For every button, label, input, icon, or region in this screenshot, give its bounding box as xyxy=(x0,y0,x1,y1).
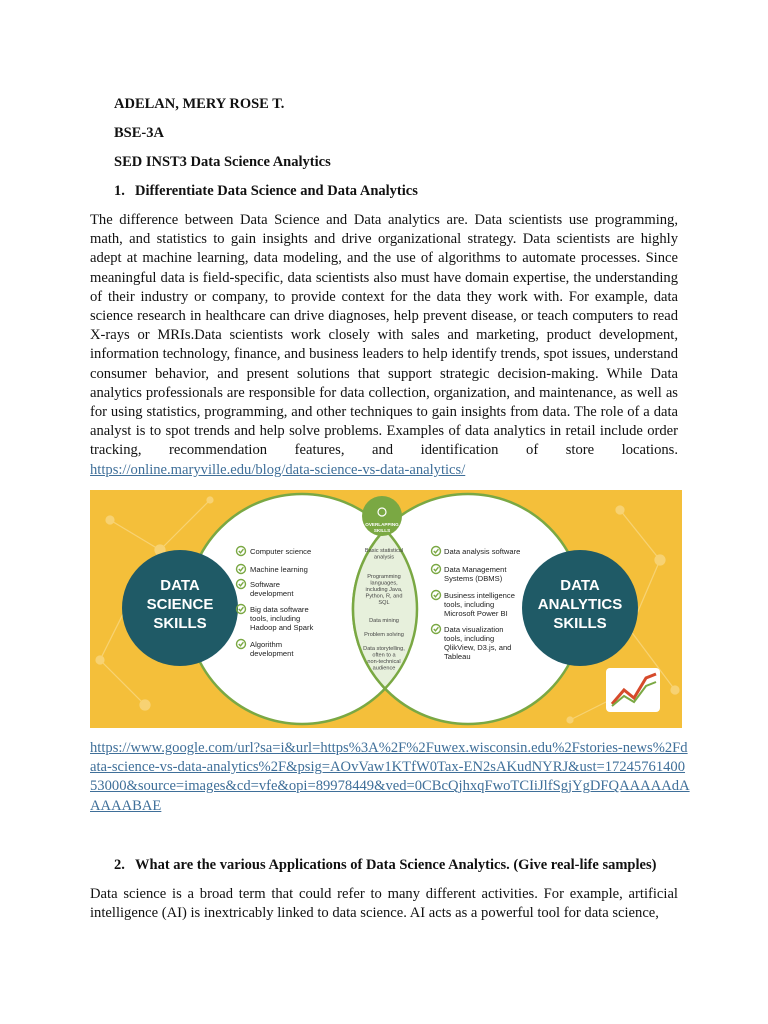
answer-1-paragraph xyxy=(90,211,678,480)
question-1-text: Differentiate Data Science and Data Analytics xyxy=(135,183,418,199)
right-skill-item-line: Business intelligence xyxy=(444,591,515,600)
left-skill-item-line: Hadoop and Spark xyxy=(250,623,314,632)
right-skill-item-line: Data Management xyxy=(444,565,507,574)
overlap-skill-item-line: Basic statistical xyxy=(364,548,404,554)
source-link-1[interactable]: https://online.maryville.edu/blog/data-science-vs-data-analytics/ xyxy=(90,461,466,478)
right-skill-item-line: Microsoft Power BI xyxy=(444,609,508,618)
right-skill-item-line: tools, including xyxy=(444,634,495,643)
overlap-skill-item-line: including Java, xyxy=(365,587,403,593)
left-skill-item-line: Algorithm xyxy=(250,640,283,649)
data-analytics-title-line: SKILLS xyxy=(553,615,607,632)
source-link-2[interactable]: https://www.google.com/url?sa=i&url=https%3A%2F%2Fuwex.wisconsin.edu%2Fstories-news%2Fdata-science-vs-data-analytics%2F&psig=AOvVaw1KTfW0Tax-EN2sAKudNYRJ&ust=1724576140053000&source=images&cd=vfe&opi=89978449&ved=0CBcQjhxqFwoTCIiJlfSgjYgDFQAAAAAdAAAAABAE xyxy=(90,740,690,814)
left-skill-item-line: Big data software xyxy=(250,605,309,614)
left-skill-item-line: development xyxy=(250,589,294,598)
venn-diagram-figure xyxy=(90,490,682,728)
course-title: SED INST3 Data Science Analytics xyxy=(114,154,331,170)
right-skill-item-line: Data visualization xyxy=(444,625,504,634)
right-skill-item-line: Data analysis software xyxy=(444,547,521,556)
left-skill-item-line: development xyxy=(250,649,294,658)
overlap-skill-item-line: Data storytelling, xyxy=(363,646,405,652)
left-skill-item-line: Machine learning xyxy=(250,565,308,574)
question-1 xyxy=(114,182,418,200)
overlap-skill-item-line: SQL xyxy=(378,600,390,606)
question-2-text: What are the various Applications of Data Science Analytics. (Give real-life samples) xyxy=(135,857,657,873)
chart-icon xyxy=(606,668,660,712)
data-science-title-line: DATA xyxy=(160,577,200,594)
question-1-number: 1. xyxy=(114,183,125,199)
overlap-skill-item-line: non-technical xyxy=(367,659,401,665)
left-skill-item-line: Software xyxy=(250,580,280,589)
answer-1-text: The difference between Data Science and Data analytics are. Data scientists use programming, math, and statistics to gain insights and drive organizational strategy. Data scientists are highly adept at machine learning, data modeling, and the use of algorithms to automate processes. Since meaningful data is field-specific, data scientists also must have domain expertise, the understanding of their industry or company, to provide context for the data they work with. For example, data science research in healthcare can drive diagnoses, help prevent disease, or teach computers to read X-rays or MRIs.Data scientists work closely with sales and marketing, product development, information technology, finance, and business leaders to help identify trends, spot issues, understand consumer behavior, and present solutions that support strategic decision-making. While Data analytics professionals are responsible for data collection, organization, and maintenance, as well as for using statistics, programming, and other techniques to gain insights from data. The role of a data analyst is to spot trends and help solve problems. Examples of data analytics in retail include order tracking, recommendation features, and identification of store locations. xyxy=(90,212,678,459)
overlap-skill-item-line: analysis xyxy=(373,554,395,561)
overlap-skill-item-line: Programming xyxy=(367,574,401,580)
overlap-skill-item-line: Python, R, and xyxy=(365,593,403,600)
data-science-title-line: SCIENCE xyxy=(146,596,214,613)
right-skill-item-line: Tableau xyxy=(444,652,471,661)
answer-2-paragraph: Data science is a broad term that could refer to many different activities. For example, artificial intelligence (AI) is inextricably linked to data science. AI acts as a powerful tool for data science, xyxy=(90,886,678,922)
data-analytics-title-line: DATA xyxy=(560,577,600,594)
left-skill-item-line: Computer science xyxy=(250,547,312,556)
overlap-skill-item-line: Data mining xyxy=(369,618,399,624)
data-analytics-title-line: ANALYTICS xyxy=(537,596,623,613)
venn-diagram xyxy=(90,490,682,728)
left-skill-item-line: tools, including xyxy=(250,614,301,623)
student-section: BSE-3A xyxy=(114,125,164,141)
overlapping-skills-title-line: OVERLAPPING xyxy=(365,522,399,527)
overlap-skill-item-line: audience xyxy=(372,665,396,672)
image-source-paragraph xyxy=(90,739,690,816)
overlap-skill-item-line: languages, xyxy=(370,580,398,587)
question-2-number: 2. xyxy=(114,857,125,873)
overlapping-skills-title-line: SKILLS xyxy=(373,528,391,533)
right-skill-item-line: Systems (DBMS) xyxy=(444,574,503,583)
right-skill-item-line: QlikView, D3.js, and xyxy=(444,643,512,652)
question-2 xyxy=(114,856,656,874)
overlap-skill-item-line: Problem solving xyxy=(364,632,404,638)
data-science-title-line: SKILLS xyxy=(153,615,207,632)
right-skill-item-line: tools, including xyxy=(444,600,495,609)
student-name: ADELAN, MERY ROSE T. xyxy=(114,96,285,112)
overlap-skill-item-line: often to a xyxy=(372,652,396,659)
